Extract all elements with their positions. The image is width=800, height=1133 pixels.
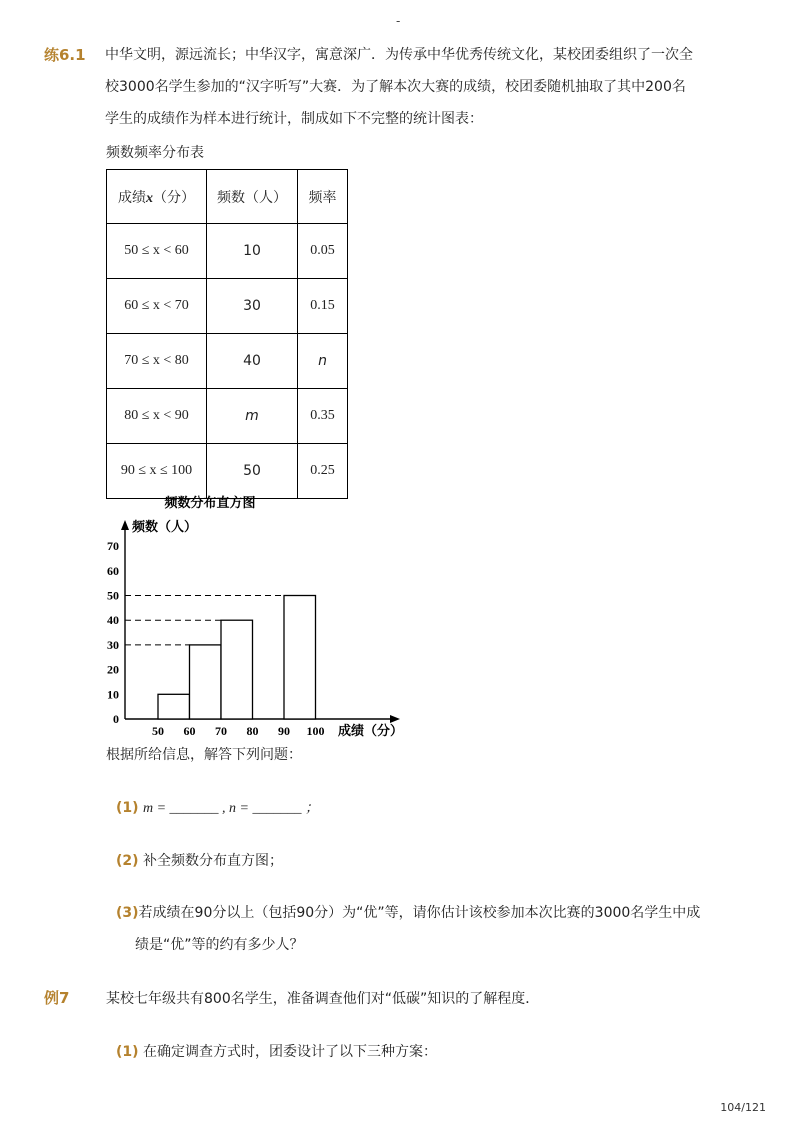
table-cell-frequency: 0.25 — [298, 444, 348, 499]
example-sub-question — [116, 1041, 437, 1061]
table-header-frequency: 频率 — [298, 170, 348, 224]
question-number: (1) — [116, 800, 139, 816]
question-text: 在确定调查方式时，团委设计了以下三种方案： — [143, 1044, 437, 1060]
question-2 — [116, 850, 283, 870]
question-number: (1) — [116, 1044, 139, 1060]
table-cell-frequency: 0.05 — [298, 224, 348, 279]
table-cell-count: 10 — [207, 224, 298, 279]
x-tick-label: 70 — [215, 724, 227, 738]
bar-50-60 — [158, 694, 190, 719]
table-cell-range: 70 ≤ x < 80 — [107, 334, 207, 389]
exercise-line-2: 校3000名学生参加的“汉字听写”大赛．为了解本次大赛的成绩，校团委随机抽取了其中200名 — [105, 79, 686, 95]
question-3 — [116, 897, 736, 961]
table-cell-count: 40 — [207, 334, 298, 389]
chart-x-ticks — [152, 724, 325, 738]
x-tick-label: 100 — [306, 724, 325, 738]
exercise-line-3: 学生的成绩作为样本进行统计，制成如下不完整的统计图表： — [105, 111, 483, 127]
question-text-line-2: 绩是“优”等的约有多少人？ — [135, 937, 304, 953]
table-cell-count: 50 — [207, 444, 298, 499]
y-axis-arrow — [121, 520, 129, 530]
exercise-tag: 练6.1 — [44, 46, 86, 64]
frequency-table — [106, 169, 348, 499]
table-cell-count: m — [207, 389, 298, 444]
x-tick-label: 50 — [152, 724, 164, 738]
y-tick-label: 20 — [107, 662, 119, 677]
page-number: 104/121 — [720, 1101, 766, 1114]
y-tick-label: 70 — [107, 539, 119, 554]
chart-title: 频数分布直方图 — [164, 495, 256, 510]
question-text: m = _______ , n = _______ ； — [143, 801, 320, 816]
x-axis-arrow — [390, 715, 400, 723]
table-cell-count: 30 — [207, 279, 298, 334]
bar-70-80 — [221, 620, 253, 719]
table-cell-range: 90 ≤ x ≤ 100 — [107, 444, 207, 499]
question-text: 补全频数分布直方图； — [143, 853, 283, 869]
instruction-text: 根据所给信息，解答下列问题： — [106, 747, 302, 763]
y-tick-label: 30 — [107, 637, 119, 652]
x-tick-label: 80 — [246, 724, 259, 738]
question-1 — [116, 797, 319, 817]
example-text: 某校七年级共有800名学生，准备调查他们对“低碳”知识的了解程度． — [106, 991, 540, 1007]
y-tick-label: 0 — [113, 712, 119, 726]
histogram-chart — [80, 490, 420, 745]
table-cell-range: 50 ≤ x < 60 — [107, 224, 207, 279]
chart-y-label: 频数（人） — [132, 519, 198, 534]
table-cell-frequency: 0.35 — [298, 389, 348, 444]
chart-x-label: 成绩（分） — [338, 723, 404, 738]
y-tick-label: 50 — [107, 588, 119, 603]
chart-bars — [158, 596, 316, 720]
top-mark: - — [396, 14, 401, 28]
exercise-line-1: 中华文明，源远流长；中华汉字，寓意深广．为传承中华优秀传统文化，某校团委组织了一次全 — [105, 47, 693, 63]
example-tag: 例7 — [44, 989, 70, 1007]
table-header-count: 频数（人） — [207, 170, 298, 224]
table-cell-frequency: n — [298, 334, 348, 389]
question-number: (2) — [116, 853, 139, 869]
chart-axes — [121, 520, 400, 723]
y-tick-label: 10 — [107, 687, 119, 702]
table-cell-range: 80 ≤ x < 90 — [107, 389, 207, 444]
chart-y-ticks — [107, 539, 119, 726]
x-tick-label: 60 — [183, 724, 196, 738]
exercise-text — [105, 39, 745, 135]
table-caption: 频数频率分布表 — [106, 145, 204, 161]
question-number: (3) — [116, 905, 139, 921]
y-tick-label: 60 — [107, 563, 119, 578]
y-tick-label: 40 — [107, 613, 119, 628]
question-text-line-1: 若成绩在90分以上（包括90分）为“优”等，请你估计该校参加本次比赛的3000名学生中成 — [138, 905, 701, 921]
bar-60-70 — [190, 645, 222, 719]
chart-guides — [125, 596, 284, 645]
table-cell-range: 60 ≤ x < 70 — [107, 279, 207, 334]
x-tick-label: 90 — [278, 724, 290, 738]
table-cell-frequency: 0.15 — [298, 279, 348, 334]
bar-90-100 — [284, 596, 316, 720]
table-header-score: 成绩x（分） — [107, 170, 207, 224]
